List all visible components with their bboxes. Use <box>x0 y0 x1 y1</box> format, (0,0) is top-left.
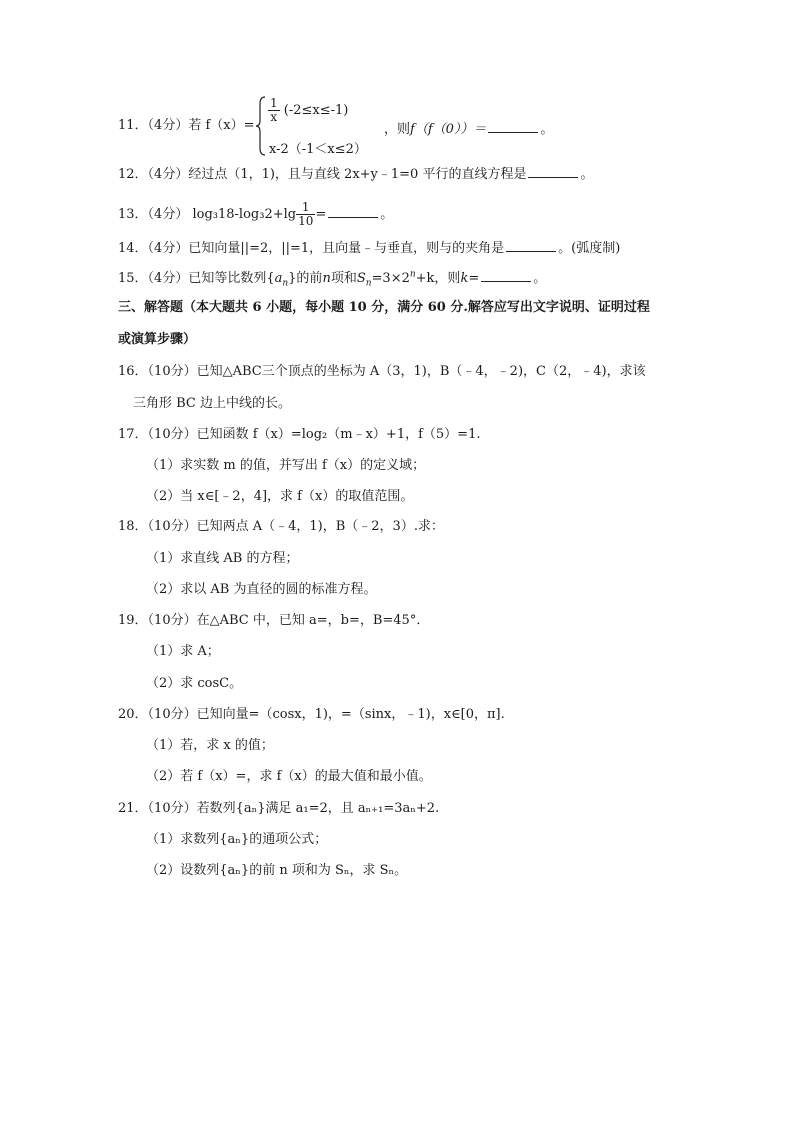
q15-k: k <box>460 271 469 286</box>
question-17-part-2: （2）当 x∈[﹣2，4]，求 f（x）的取值范围。 <box>146 489 414 504</box>
section-3-heading-line-2: 或演算步骤） <box>118 332 197 347</box>
q15-prefix: 15．（4分）已知等比数列{ <box>118 271 275 286</box>
q15-mid2: 项和 <box>330 271 357 286</box>
q13-eq: = <box>315 207 327 222</box>
question-13 <box>118 201 393 228</box>
q13-answer-blank <box>328 204 378 218</box>
q15-tail: +k，则 <box>415 271 461 286</box>
q15-exp: n <box>409 269 416 280</box>
question-17: 17．（10分）已知函数 f（x）=log₂（m﹣x）+1，f（5）=1. <box>118 427 481 442</box>
q13-end: 。 <box>380 207 394 222</box>
q11-prefix: 11．（4分）若 f（x）= <box>118 118 255 133</box>
q15-an-sub: n <box>282 278 289 289</box>
q11-piece-1 <box>268 97 348 124</box>
q14-answer-blank <box>506 238 556 252</box>
question-19-part-1: （1）求 A； <box>146 644 220 659</box>
section-3-heading-line-1: 三、解答题（本大题共 6 小题，每小题 10 分，满分 60 分.解答应写出文字说明、证明过程 <box>118 300 650 315</box>
question-18-part-1: （1）求直线 AB 的方程； <box>146 551 299 566</box>
q11-frac-den: x <box>270 110 278 124</box>
question-18-part-2: （2）求以 AB 为直径的圆的标准方程。 <box>146 582 377 597</box>
q11-cond-1: (-2≤x≤-1) <box>283 103 349 118</box>
q12-answer-blank <box>528 164 578 178</box>
q13-expr: log₃18-log₃2+lg <box>192 207 297 222</box>
q15-eq2: = <box>468 271 480 286</box>
q14-text: 14．（4分）已知向量||=2，||=1，且向量﹣与垂直，则与的夹角是 <box>118 241 505 256</box>
question-21-part-2: （2）设数列{aₙ}的前 n 项和为 Sₙ，求 Sₙ。 <box>146 863 408 878</box>
q11-suffix: ，则 <box>384 122 411 137</box>
question-18: 18．（10分）已知两点 A（﹣4，1)，B（﹣2，3）.求： <box>118 519 444 534</box>
q11-frac-num: 1 <box>270 96 278 110</box>
q11-tail <box>384 118 553 137</box>
question-21: 21．（10分）若数列{aₙ}满足 a₁=2，且 aₙ₊₁=3aₙ+2. <box>118 801 440 816</box>
question-15 <box>118 268 546 289</box>
q15-sn-sub: n <box>365 278 372 289</box>
brace-icon <box>256 96 266 156</box>
question-19-part-2: （2）求 cosC。 <box>146 676 243 691</box>
question-14 <box>118 238 620 259</box>
q13-frac-num: 1 <box>296 201 315 215</box>
q15-an: a <box>274 271 283 286</box>
q15-n: n <box>322 271 331 286</box>
q15-answer-blank <box>481 268 531 282</box>
q13-fraction <box>296 201 315 228</box>
question-12 <box>118 164 593 185</box>
question-21-part-1: （1）求数列{aₙ}的通项公式； <box>146 832 328 847</box>
question-20-part-1: （1）若，求 x 的值； <box>146 738 274 753</box>
question-17-part-1: （1）求实数 m 的值，并写出 f（x）的定义域； <box>146 458 426 473</box>
question-20: 20．（10分）已知向量=（cosx，1)，=（sinx，﹣1)，x∈[0，π]. <box>118 707 505 722</box>
question-20-part-2: （2）若 f（x）=，求 f（x）的最大值和最小值。 <box>146 769 432 784</box>
q11-answer-blank <box>488 119 538 133</box>
q15-mid: }的前 <box>288 271 323 286</box>
q12-end: 。 <box>580 167 594 182</box>
question-16-cont: 三角形 BC 边上中线的长。 <box>133 396 292 411</box>
q11-expr: f（f（0））＝ <box>410 122 487 137</box>
q15-sn: S <box>356 271 366 286</box>
q13-frac-den: 10 <box>298 214 314 228</box>
q15-eq: =3×2 <box>371 271 410 286</box>
q15-end: 。 <box>533 271 547 286</box>
q13-prefix: 13．（4分） <box>118 207 189 222</box>
q14-end: 。(弧度制) <box>558 241 621 256</box>
q11-end: 。 <box>540 122 554 137</box>
question-16: 16．（10分）已知△ABC三个顶点的坐标为 A（3，1)，B（﹣4，﹣2)，C（2，﹣4)，求该 <box>118 364 646 379</box>
q11-piece-2: x-2（-1＜x≤2） <box>269 142 367 157</box>
question-11 <box>118 116 254 136</box>
q11-fraction <box>268 97 280 124</box>
question-19: 19．（10分）在△ABC 中，已知 a=，b=，B=45°． <box>118 613 430 628</box>
q12-text: 12．（4分）经过点（1，1)，且与直线 2x+y﹣1=0 平行的直线方程是 <box>118 167 527 182</box>
